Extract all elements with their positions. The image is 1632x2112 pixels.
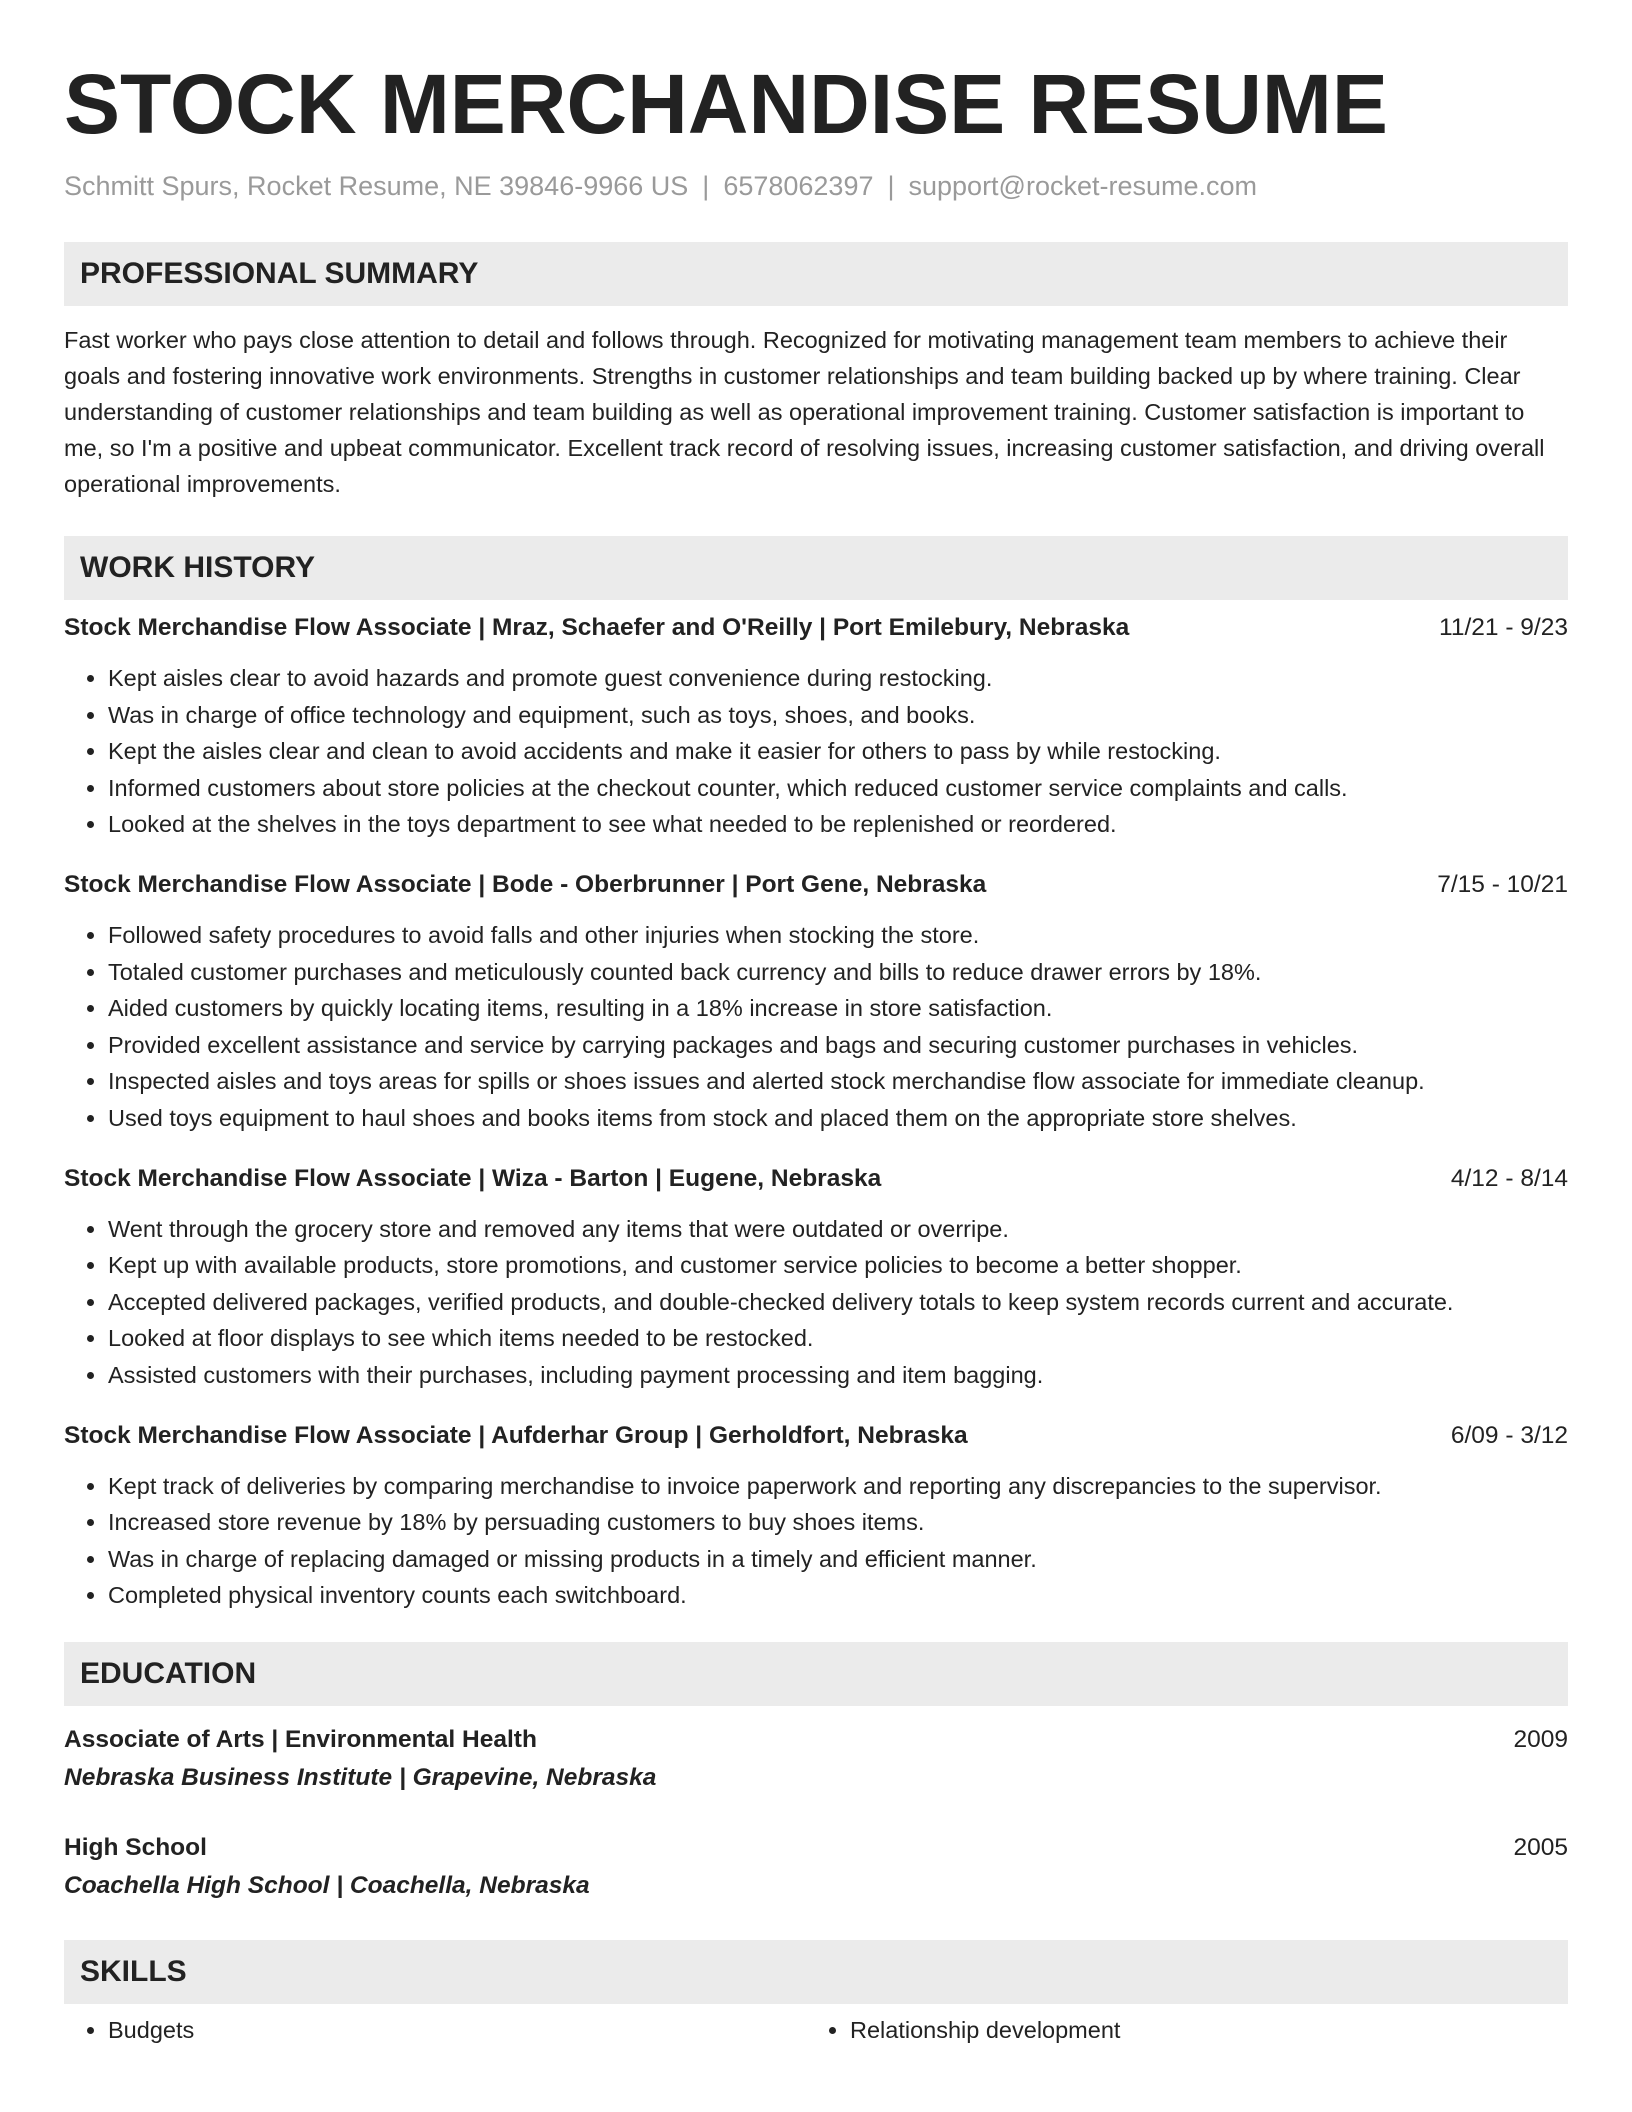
education-school: Nebraska Business Institute | Grapevine, Nebraska bbox=[64, 1763, 657, 1791]
skill-item: • Relationship development bbox=[850, 2012, 1548, 2048]
job-bullet: • Increased store revenue by 18% by persuading customers to buy shoes items. bbox=[108, 1504, 1568, 1541]
skills-list-left bbox=[64, 2012, 806, 2048]
job-bullet: • Was in charge of office technology and equipment, such as toys, shoes, and books. bbox=[108, 697, 1568, 734]
job-header bbox=[64, 1418, 1568, 1454]
skills-grid bbox=[64, 2012, 1568, 2048]
education-year: 2005 bbox=[1513, 1833, 1568, 1861]
job-bullet: • Kept track of deliveries by comparing merchandise to invoice paperwork and reporting any discrepancies to the supervisor. bbox=[108, 1468, 1568, 1505]
job-bullet: • Kept the aisles clear and clean to avoid accidents and make it easier for others to pass by while restocking. bbox=[108, 733, 1568, 770]
contact-separator: | bbox=[887, 171, 895, 201]
education-header bbox=[64, 1830, 1568, 1866]
skill-item: • Budgets bbox=[108, 2012, 806, 2048]
education-entry bbox=[64, 1830, 1568, 1904]
section-header-work: WORK HISTORY bbox=[64, 536, 1568, 600]
job-bullets bbox=[64, 917, 1568, 1137]
education-degree: Associate of Arts | Environmental Health bbox=[64, 1725, 537, 1753]
contact-phone: 6578062397 bbox=[723, 171, 874, 201]
job-bullet: • Completed physical inventory counts each switchboard. bbox=[108, 1577, 1568, 1614]
section-header-summary: PROFESSIONAL SUMMARY bbox=[64, 242, 1568, 306]
education-year: 2009 bbox=[1513, 1725, 1568, 1753]
resume-title: STOCK MERCHANDISE RESUME bbox=[64, 57, 1388, 151]
contact-line bbox=[64, 168, 1568, 204]
contact-address: Schmitt Spurs, Rocket Resume, NE 39846-9966 US bbox=[64, 171, 689, 201]
job-dates: 7/15 - 10/21 bbox=[1437, 870, 1568, 898]
summary-text: Fast worker who pays close attention to detail and follows through. Recognized for motivating management team members to achieve their goals and fostering innovative work environments. Strengths in customer relationships and team building backed up by where training. Clear understanding of customer relationships and team building as well as operational improvement training. Customer satisfaction is important to me, so I'm a positive and upbeat communicator. Excellent track record of resolving issues, increasing customer satisfaction, and driving overall operational improvements. bbox=[64, 327, 1545, 497]
summary-section bbox=[64, 242, 1568, 502]
job-bullet: • Inspected aisles and toys areas for spills or shoes issues and alerted stock merchandise flow associate for immediate cleanup. bbox=[108, 1063, 1568, 1100]
education-school: Coachella High School | Coachella, Nebraska bbox=[64, 1871, 590, 1899]
job-bullets bbox=[64, 1468, 1568, 1614]
job-bullets bbox=[64, 1211, 1568, 1394]
work-section bbox=[64, 536, 1568, 1614]
job-dates: 6/09 - 3/12 bbox=[1450, 1421, 1568, 1449]
job-bullet: • Used toys equipment to haul shoes and books items from stock and placed them on the appropriate store shelves. bbox=[108, 1100, 1568, 1137]
skills-section bbox=[64, 1940, 1568, 2048]
job-entry bbox=[64, 1161, 1568, 1394]
job-bullet: • Totaled customer purchases and meticulously counted back currency and bills to reduce drawer errors by 18%. bbox=[108, 954, 1568, 991]
job-bullet: • Provided excellent assistance and service by carrying packages and bags and securing customer purchases in vehicles. bbox=[108, 1027, 1568, 1064]
job-heading: Stock Merchandise Flow Associate | Bode - Oberbrunner | Port Gene, Nebraska bbox=[64, 870, 987, 898]
job-bullet: • Kept aisles clear to avoid hazards and promote guest convenience during restocking. bbox=[108, 660, 1568, 697]
education-header bbox=[64, 1722, 1568, 1758]
job-bullet: • Assisted customers with their purchases, including payment processing and item bagging. bbox=[108, 1357, 1568, 1394]
job-bullet: • Looked at the shelves in the toys department to see what needed to be replenished or reordered. bbox=[108, 806, 1568, 843]
education-section bbox=[64, 1642, 1568, 1904]
job-entry bbox=[64, 867, 1568, 1137]
job-dates: 4/12 - 8/14 bbox=[1450, 1164, 1568, 1192]
education-entry bbox=[64, 1722, 1568, 1796]
job-bullet: • Aided customers by quickly locating items, resulting in a 18% increase in store satisfaction. bbox=[108, 990, 1568, 1027]
job-entry bbox=[64, 610, 1568, 843]
job-bullet: • Informed customers about store policies at the checkout counter, which reduced customer service complaints and calls. bbox=[108, 770, 1568, 807]
job-bullet: • Accepted delivered packages, verified products, and double-checked delivery totals to keep system records current and accurate. bbox=[108, 1284, 1568, 1321]
education-degree: High School bbox=[64, 1833, 207, 1861]
job-entry bbox=[64, 1418, 1568, 1614]
job-bullet: • Followed safety procedures to avoid falls and other injuries when stocking the store. bbox=[108, 917, 1568, 954]
contact-separator: | bbox=[702, 171, 710, 201]
section-header-skills: SKILLS bbox=[64, 1940, 1568, 2004]
job-bullets bbox=[64, 660, 1568, 843]
job-dates: 11/21 - 9/23 bbox=[1439, 614, 1568, 641]
job-heading: Stock Merchandise Flow Associate | Wiza - Barton | Eugene, Nebraska bbox=[64, 1164, 882, 1192]
job-heading: Stock Merchandise Flow Associate | Aufderhar Group | Gerholdfort, Nebraska bbox=[64, 1421, 968, 1449]
job-header bbox=[64, 867, 1568, 903]
job-header bbox=[64, 1161, 1568, 1197]
job-bullet: • Kept up with available products, store promotions, and customer service policies to become a better shopper. bbox=[108, 1247, 1568, 1284]
job-heading: Stock Merchandise Flow Associate | Mraz, Schaefer and O'Reilly | Port Emilebury, Nebraska bbox=[64, 614, 1130, 641]
contact-email: support@rocket-resume.com bbox=[908, 171, 1258, 201]
skills-list-right bbox=[806, 2012, 1548, 2048]
job-bullet: • Was in charge of replacing damaged or missing products in a timely and efficient manner. bbox=[108, 1541, 1568, 1578]
job-bullet: • Looked at floor displays to see which items needed to be restocked. bbox=[108, 1320, 1568, 1357]
section-header-education: EDUCATION bbox=[64, 1642, 1568, 1706]
job-bullet: • Went through the grocery store and removed any items that were outdated or overripe. bbox=[108, 1211, 1568, 1248]
job-header bbox=[64, 610, 1568, 646]
